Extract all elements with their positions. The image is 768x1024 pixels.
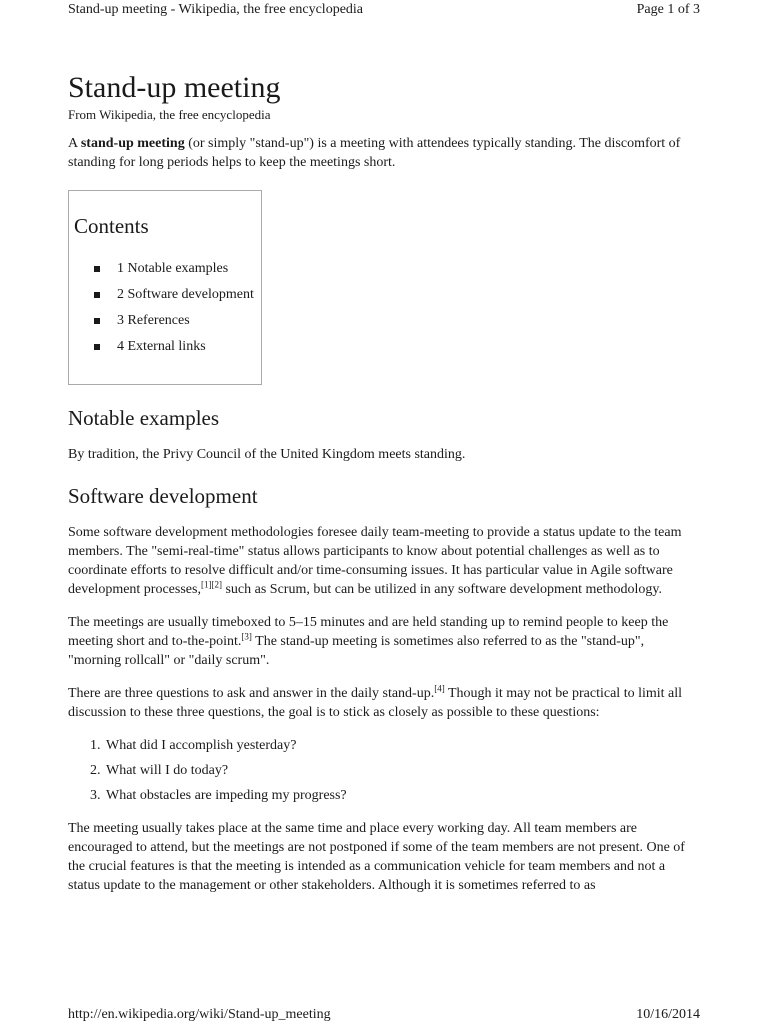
software-p3-text-b: Though it may not be practical to limit all discussion to these three questions, the goal is to stick as closely as possible to these questions: — [68, 686, 683, 720]
toc-item-external-links[interactable]: 4 External links — [94, 337, 261, 357]
intro-lead: A — [68, 136, 81, 151]
print-page-title: Stand-up meeting - Wikipedia, the free encyclopedia — [68, 2, 364, 17]
software-p2-text-a: The meetings are usually timeboxed to 5–15 minutes and are held standing up to remind people to keep the meeting short and to-the-point. — [68, 615, 669, 649]
toc-list — [74, 259, 261, 357]
intro-paragraph — [68, 134, 700, 172]
article-tagline: From Wikipedia, the free encyclopedia — [68, 107, 271, 122]
software-development-heading: Software development — [68, 484, 258, 508]
print-footer — [68, 1006, 700, 1024]
citation-3[interactable]: [3] — [241, 631, 252, 642]
notable-examples-text: By tradition, the Privy Council of the United Kingdom meets standing. — [68, 447, 466, 462]
article-title: Stand-up meeting — [68, 71, 281, 104]
print-date: 10/16/2014 — [636, 1007, 700, 1022]
notable-examples-heading: Notable examples — [68, 406, 220, 430]
question-item: 3. What obstacles are impeding my progress? — [104, 786, 700, 805]
daily-questions-list — [68, 736, 700, 805]
intro-bold-term: stand-up meeting — [80, 136, 185, 151]
question-item: 2. What will I do today? — [104, 761, 700, 780]
article-content — [68, 70, 700, 909]
toc-item-references[interactable]: 3 References — [94, 311, 261, 331]
print-page-number: Page 1 of 3 — [636, 2, 700, 17]
citation-1-2[interactable]: [1][2] — [200, 579, 222, 590]
print-url: http://en.wikipedia.org/wiki/Stand-up_meeting — [68, 1007, 331, 1022]
table-of-contents — [68, 190, 262, 385]
software-p1-text-b: such as Scrum, but can be utilized in any software development methodology. — [221, 582, 662, 597]
software-p3-text-a: There are three questions to ask and answer in the daily stand-up. — [68, 686, 435, 701]
print-header — [68, 1, 700, 19]
toc-item-software-development[interactable]: 2 Software development — [94, 285, 261, 305]
software-paragraph-1 — [68, 523, 700, 599]
citation-4[interactable]: [4] — [434, 683, 445, 694]
software-paragraph-2 — [68, 613, 700, 670]
intro-rest: (or simply "stand-up") is a meeting with attendees typically standing. The discomfort of standing for long periods helps to keep the meetings short. — [68, 136, 681, 170]
question-item: 1. What did I accomplish yesterday? — [104, 736, 700, 755]
software-p2-text-b: The stand-up meeting is sometimes also referred to as the "stand-up", "morning rollcall" or "daily scrum". — [68, 634, 645, 668]
software-p1-text-a: Some software development methodologies foresee daily team-meeting to provide a status update to the team members. The "semi-real-time" status allows participants to know about potential challenges as well as to coordinate efforts to resolve difficult and/or time-consuming issues. It has particular value in Agile software development processes, — [68, 525, 682, 597]
toc-item-notable-examples[interactable]: 1 Notable examples — [94, 259, 261, 279]
software-paragraph-3 — [68, 684, 700, 722]
toc-title: Contents — [74, 214, 149, 238]
software-paragraph-4: The meeting usually takes place at the same time and place every working day. All team members are encouraged to attend, but the meetings are not postponed if some of the team members are not present. One of the crucial features is that the meeting is intended as a communication vehicle for team members and not a status update to the management or other stakeholders. Although it is sometimes referred to as — [68, 821, 685, 893]
